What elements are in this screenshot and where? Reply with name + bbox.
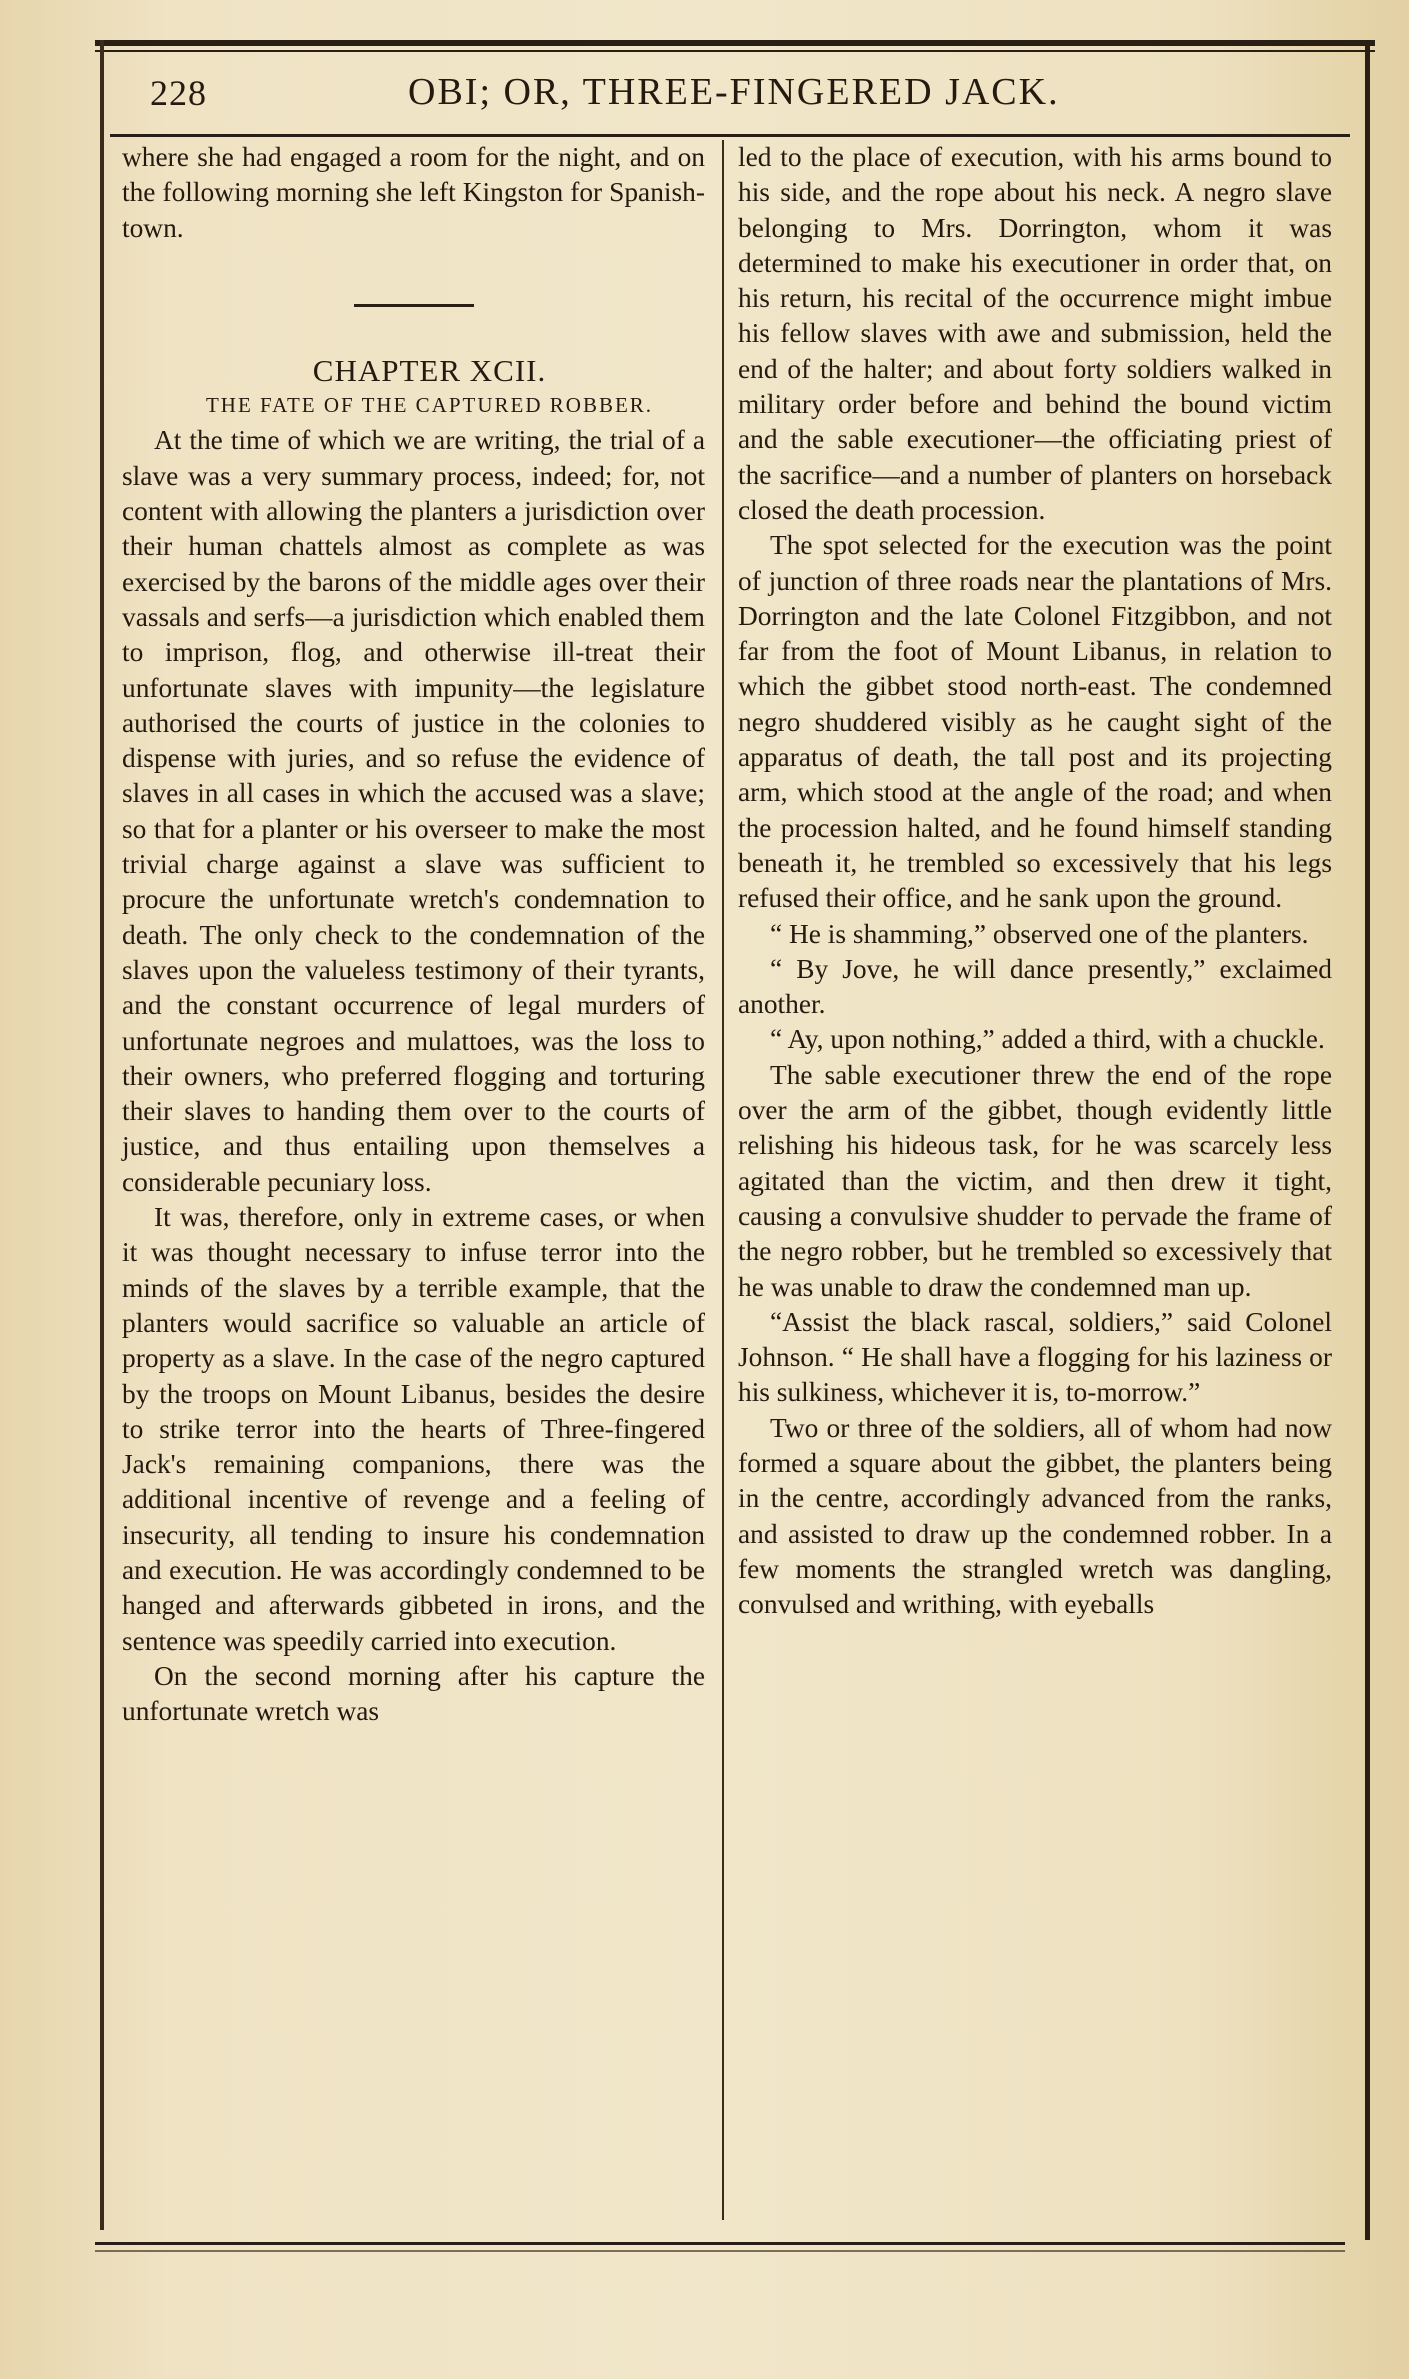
paragraph: On the second morning after his capture the unfortunate wretch was xyxy=(122,1660,705,1727)
paragraph: led to the place of execution, with his arms bound to his side, and the rope about his neck. A negro slave belonging to Mrs. Dorrington, whom it was determined to make his executioner in order that, on his return, his recital of the occurrence might imbue his fellow slaves with awe and submission, held the end of the halter; and about forty soldiers walked in military order before and behind the bound victim and the sable executioner—the officiating priest of the sacrifice—and a number of planters on horseback closed the death procession. xyxy=(738,142,1332,525)
paragraph: “Assist the black rascal, soldiers,” said Colonel Johnson. “ He shall have a flogging for his laziness or his sulkiness, whichever it is, to-morrow.” xyxy=(738,1306,1332,1408)
chapter-title: CHAPTER XCII. xyxy=(312,352,547,388)
paragraph: The spot selected for the execution was the point of junction of three roads near the plantations of Mrs. Dorrington and the late Colonel Fitzgibbon, and not far from the foot of Mount Libanus, in relation to which the gibbet stood north-east. The condemned negro shuddered visibly as he caught sight of the apparatus of death, the tall post and its projecting arm, which stood at the angle of the road; and when the procession halted, and he found himself standing beneath it, he trembled so excessively that his legs refused their office, and he sank upon the ground. xyxy=(738,530,1332,914)
paragraph: Two or three of the soldiers, all of whom had now formed a square about the gibbet, the planters being in the centre, accordingly advanced from the ranks, and assisted to draw up the condemned robber. In a few moments the strangled wretch was dangling, convulsed and writhing, with eyeballs xyxy=(738,1412,1332,1620)
left-border xyxy=(100,40,104,2230)
bottom-rule xyxy=(95,2242,1345,2245)
paragraph: At the time of which we are writing, the trial of a slave was a very summary process, indeed; for, not content with allowing the planters a jurisdiction over their human chattels almost as complete as was exercised by the barons of the middle ages over their vassals and serfs—a jurisdiction which enabled them to imprison, flog, and otherwise ill-treat their unfortunate slaves with impunity—the legislature authorised the courts of justice in the colonies to dispense with juries, and so refuse the evidence of slaves in all cases in which the accused was a slave; so that for a planter or his overseer to make the most trivial charge against a slave was sufficient to procure the unfortunate wretch's condemnation to death. The only check to the condemnation of the slaves upon the valueless testimony of their tyrants, and the constant occurrence of legal murders of unfortunate negroes and mulattoes, was the loss to their owners, who preferred flogging and torturing their slaves to handing them over to the courts of justice, and thus entailing upon themselves a considerable pecuniary loss. xyxy=(122,425,705,1197)
paragraph: The sable executioner threw the end of the rope over the arm of the gibbet, though evidently little relishing his hideous task, for he was scarcely less agitated than the victim, and then drew it tight, causing a convulsive shudder to pervade the frame of the negro robber, but he trembled so excessively that he was unable to draw the condemned man up. xyxy=(738,1059,1332,1302)
bottom-rule-thin xyxy=(95,2250,1345,2252)
page-number: 228 xyxy=(150,73,207,113)
running-title: OBI; OR, THREE-FINGERED JACK. xyxy=(408,71,1060,113)
left-column xyxy=(122,140,705,1729)
opening-paragraph: where she had engaged a room for the night, and on the following morning she left Kingston for Spanish-town. xyxy=(122,142,705,243)
paragraph: “ Ay, upon nothing,” added a third, with a chuckle. xyxy=(770,1024,1325,1055)
right-border xyxy=(1365,40,1370,2240)
section-separator xyxy=(354,304,474,307)
right-column xyxy=(738,140,1332,1622)
column-divider xyxy=(722,140,724,2220)
top-rule xyxy=(95,40,1375,46)
top-rule-thin xyxy=(95,50,1375,52)
header-rule xyxy=(110,134,1350,137)
paragraph: “ He is shamming,” observed one of the planters. xyxy=(770,918,1309,949)
paragraph: It was, therefore, only in extreme cases, or when it was thought necessary to infuse terror into the minds of the slaves by a terrible example, that the planters would sacrifice so valuable an article of property as a slave. In the case of the negro captured by the troops on Mount Libanus, besides the desire to strike terror into the hearts of Three-fingered Jack's remaining companions, there was the additional incentive of revenge and a feeling of insecurity, all tending to insure his condemnation and execution. He was accordingly condemned to be hanged and afterwards gibbeted in irons, and the sentence was speedily carried into execution. xyxy=(122,1202,705,1656)
paragraph: “ By Jove, he will dance presently,” exclaimed another. xyxy=(738,953,1332,1020)
chapter-subtitle: THE FATE OF THE CAPTURED ROBBER. xyxy=(205,393,654,418)
